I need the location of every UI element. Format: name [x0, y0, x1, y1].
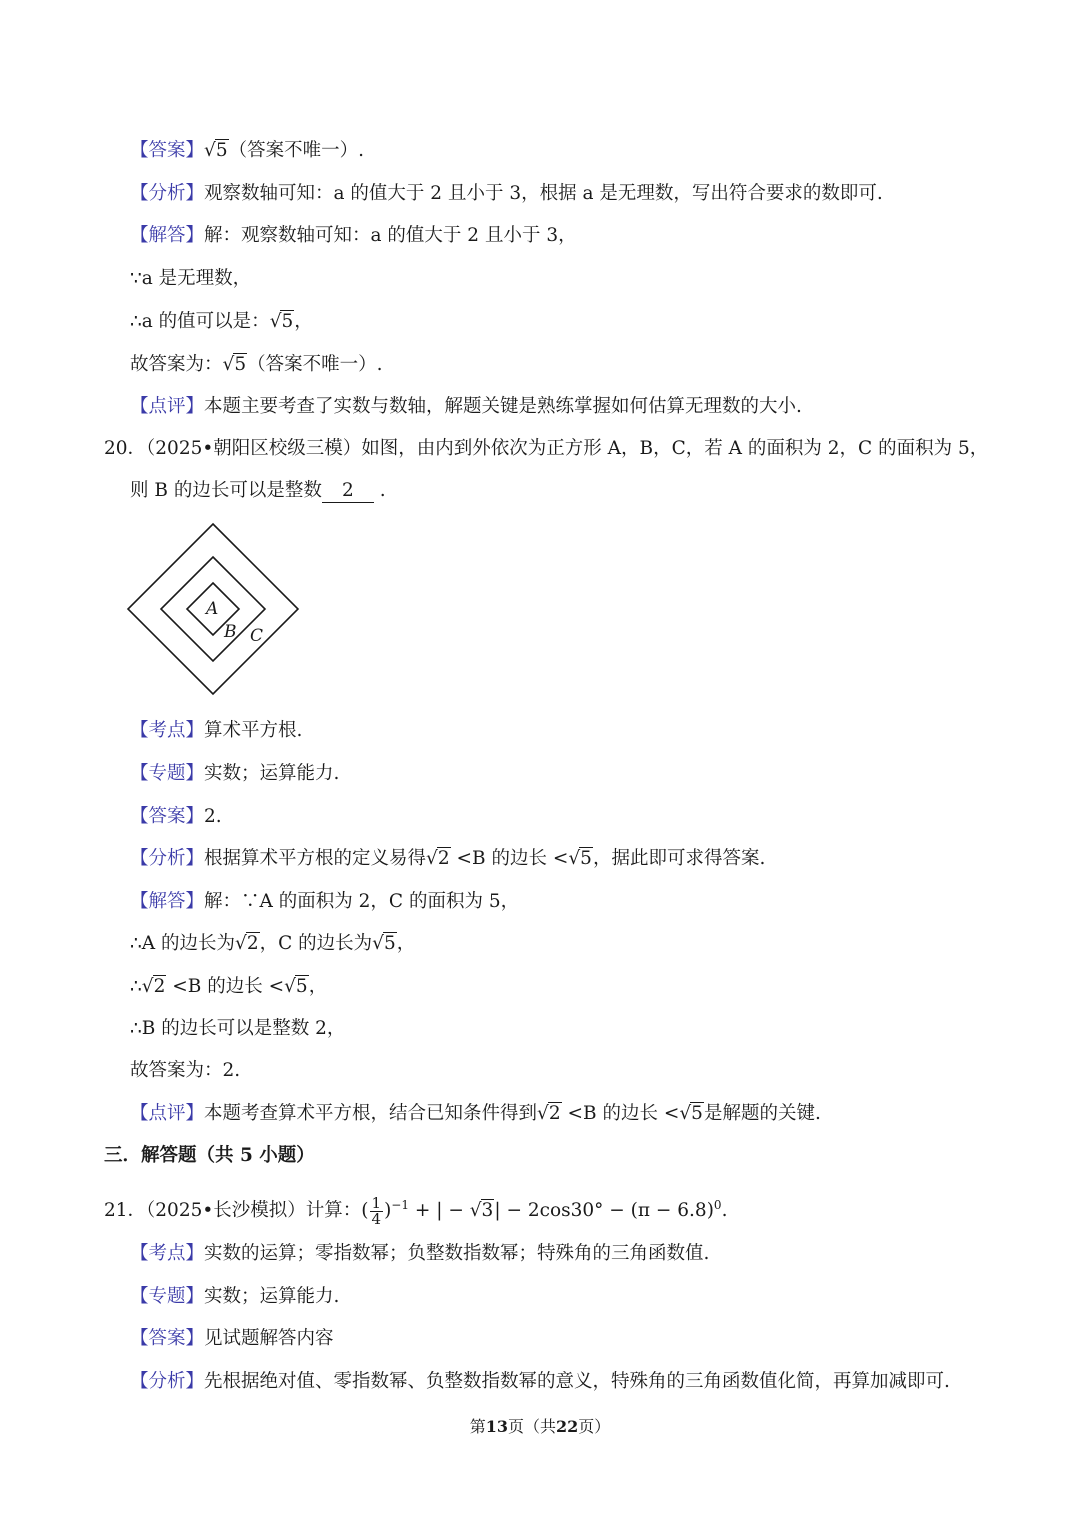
label-c: C — [250, 626, 264, 646]
solution-tag: 【解答】 — [130, 225, 205, 246]
q21-answer-line: 【答案】见试题解答内容 — [130, 1328, 334, 1349]
q21-stem-line: 21．（2025•长沙模拟）计算：( $\frac{1}{4}$ )$^{-1}$ + | − $√3| - 2\cos 30^\circ - (\pi - 6.8)^0$. — [104, 1193, 728, 1228]
q20-step-1: ∴A 的边长为√2，C 的边长为√5， — [130, 933, 416, 954]
q19-step-3: 故答案为：√5（答案不唯一）. — [130, 354, 383, 375]
label-b: B — [224, 622, 237, 642]
q19-comment-line: 【点评】本题主要考查了实数与数轴，解题关键是熟练掌握如何估算无理数的大小. — [130, 396, 802, 417]
q20-solution-line: 【解答】解：∵A 的面积为 2，C 的面积为 5， — [130, 891, 520, 912]
q20-step-2: ∴√2 <B 的边长 <√5， — [130, 976, 328, 997]
nested-squares-figure — [124, 520, 304, 700]
sqrt-expression: √5 — [204, 140, 228, 161]
q20-zhuanti-line: 【专题】实数；运算能力. — [130, 763, 340, 784]
q21-kaodian-line: 【考点】实数的运算；零指数幂；负整数指数幂；特殊角的三角函数值. — [130, 1243, 710, 1264]
section-heading: 三．解答题（共 5 小题） — [104, 1145, 315, 1166]
q19-answer-line: 【答案】√5（答案不唯一）. — [130, 138, 364, 164]
q19-solution-line: 【解答】解：观察数轴可知：a 的值大于 2 且小于 3， — [130, 225, 577, 246]
page-number: 13 — [485, 1417, 508, 1436]
q21-zhuanti-line: 【专题】实数；运算能力. — [130, 1286, 340, 1307]
q20-stem-line-1: 20．（2025•朝阳区校级三模）如图，由内到外依次为正方形 A，B，C，若 A 的面积为 2，C 的面积为 5， — [104, 438, 989, 459]
comment-tag: 【点评】 — [130, 396, 205, 417]
q20-stem-line-2: 则 B 的边长可以是整数 2 . — [130, 480, 386, 501]
q20-analysis-line: 【分析】根据算术平方根的定义易得√2 <B 的边长 <√5，据此即可求得答案. — [130, 848, 766, 869]
q20-step-4: 故答案为：2. — [130, 1060, 241, 1081]
q21-analysis-line: 【分析】先根据绝对值、零指数幂、负整数指数幂的意义，特殊角的三角函数值化简，再算加减即可. — [130, 1371, 950, 1392]
fraction: $\frac{1}{4}$ — [371, 1193, 382, 1228]
analysis-tag: 【分析】 — [130, 183, 205, 204]
q20-comment-line: 【点评】本题考查算术平方根，结合已知条件得到√2 <B 的边长 <√5是解题的关键. — [130, 1103, 821, 1124]
q19-step-2: ∴a 的值可以是：√5， — [130, 311, 313, 332]
q20-answer-line: 【答案】2. — [130, 806, 222, 827]
answer-tag: 【答案】 — [130, 140, 205, 161]
q19-analysis-line: 【分析】观察数轴可知：a 的值大于 2 且小于 3，根据 a 是无理数，写出符合要求的数即可. — [130, 183, 883, 204]
page-total: 22 — [556, 1417, 579, 1436]
answer-blank: 2 — [322, 480, 374, 503]
page-footer: 第13页（共22页） — [469, 1417, 611, 1436]
q20-step-3: ∴B 的边长可以是整数 2， — [130, 1018, 346, 1039]
label-a: A — [206, 599, 219, 619]
q19-step-1: ∵a 是无理数， — [130, 268, 252, 289]
q20-kaodian-line: 【考点】算术平方根. — [130, 720, 303, 741]
